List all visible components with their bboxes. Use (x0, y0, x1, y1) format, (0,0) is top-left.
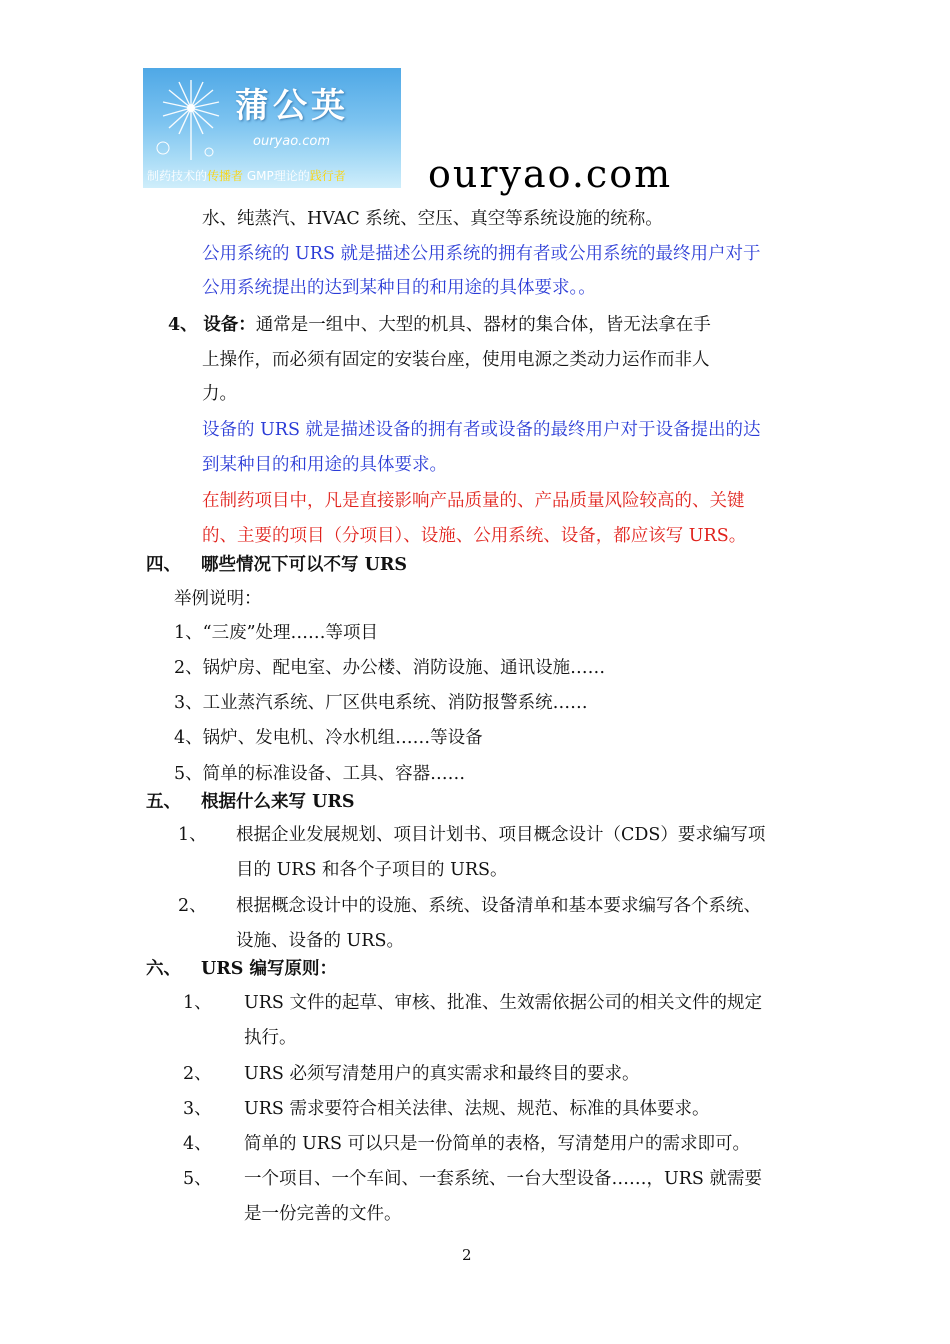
list-item-number: 4、 (183, 1134, 212, 1154)
section-number: 五、 (146, 792, 181, 812)
paragraph-line: 力。 (202, 384, 237, 404)
slogan-part: 制药技术的 (147, 169, 208, 183)
item-number: 4、 (168, 315, 198, 335)
list-item-line: 简单的 URS 可以只是一份简单的表格，写清楚用户的需求即可。 (244, 1134, 751, 1154)
paragraph-line: 水、纯蒸汽、HVAC 系统、空压、真空等系统设施的统称。 (202, 209, 663, 229)
list-item-line: 目的 URS 和各个子项目的 URS。 (236, 860, 508, 880)
site-name: ouryao.com (428, 152, 673, 196)
blue-paragraph-line: 到某种目的和用途的具体要求。 (202, 455, 447, 475)
blue-paragraph-line: 设备的 URS 就是描述设备的拥有者或设备的最终用户对于设备提出的达 (202, 420, 761, 440)
list-item-line: 执行。 (244, 1028, 297, 1048)
list-item-line: URS 必须写清楚用户的真实需求和最终目的要求。 (244, 1064, 640, 1084)
ouryao-logo (143, 68, 401, 188)
blue-paragraph-line: 公用系统的 URS 就是描述公用系统的拥有者或公用系统的最终用户对于 (202, 244, 761, 264)
list-item: 2、锅炉房、配电室、办公楼、消防设施、通讯设施…… (174, 658, 606, 678)
list-item-number: 2、 (183, 1064, 212, 1084)
slogan-part: GMP理论的 (243, 169, 310, 183)
section-intro: 举例说明： (174, 589, 262, 609)
list-item-number: 1、 (178, 825, 207, 845)
item-text: 通常是一组中、大型的机具、器材的集合体，皆无法拿在手 (255, 315, 711, 335)
list-item: 1、“三废”处理……等项目 (174, 623, 379, 643)
list-item-number: 5、 (183, 1169, 212, 1189)
dandelion-icon (143, 68, 243, 168)
list-item: 4、锅炉、发电机、冷水机组……等设备 (174, 728, 483, 748)
list-item-line: 设施、设备的 URS。 (236, 931, 404, 951)
list-item-line: 根据企业发展规划、项目计划书、项目概念设计（CDS）要求编写项 (236, 825, 766, 845)
section-title: 哪些情况下可以不写 URS (201, 555, 408, 575)
list-item-line: URS 需求要符合相关法律、法规、规范、标准的具体要求。 (244, 1099, 710, 1119)
list-item-number: 2、 (178, 896, 207, 916)
list-item-number: 3、 (183, 1099, 212, 1119)
section-number: 六、 (146, 959, 181, 979)
blue-paragraph-line: 公用系统提出的达到某种目的和用途的具体要求。。 (202, 278, 596, 298)
list-item-number: 1、 (183, 993, 212, 1013)
logo-slogan (143, 164, 401, 188)
page-number: 2 (462, 1246, 472, 1264)
slogan-highlight: 传播者 (207, 169, 244, 183)
red-paragraph-line: 在制药项目中，凡是直接影响产品质量的、产品质量风险较高的、关键 (202, 491, 745, 511)
section-title: 根据什么来写 URS (201, 792, 355, 812)
logo-domain: ouryao.com (253, 134, 331, 149)
list-item: 5、简单的标准设备、工具、容器…… (174, 764, 466, 784)
slogan-highlight: 践行者 (309, 169, 346, 183)
logo-title: 蒲公英 (235, 86, 349, 126)
section-number: 四、 (146, 555, 181, 575)
item-term: 设备： (203, 315, 256, 335)
section-title: URS 编写原则： (201, 959, 338, 979)
red-paragraph-line: 的、主要的项目（分项目）、设施、公用系统、设备，都应该写 URS。 (202, 526, 747, 546)
list-item-line: 一个项目、一个车间、一套系统、一台大型设备……，URS 就需要 (244, 1169, 762, 1189)
list-item-line: 是一份完善的文件。 (244, 1204, 402, 1224)
list-item-line: URS 文件的起草、审核、批准、生效需依据公司的相关文件的规定 (244, 993, 762, 1013)
list-item-line: 根据概念设计中的设施、系统、设备清单和基本要求编写各个系统、 (236, 896, 761, 916)
item-4-line (168, 313, 711, 337)
list-item: 3、工业蒸汽系统、厂区供电系统、消防报警系统…… (174, 693, 588, 713)
paragraph-line: 上操作，而必须有固定的安装台座，使用电源之类动力运作而非人 (202, 350, 710, 370)
